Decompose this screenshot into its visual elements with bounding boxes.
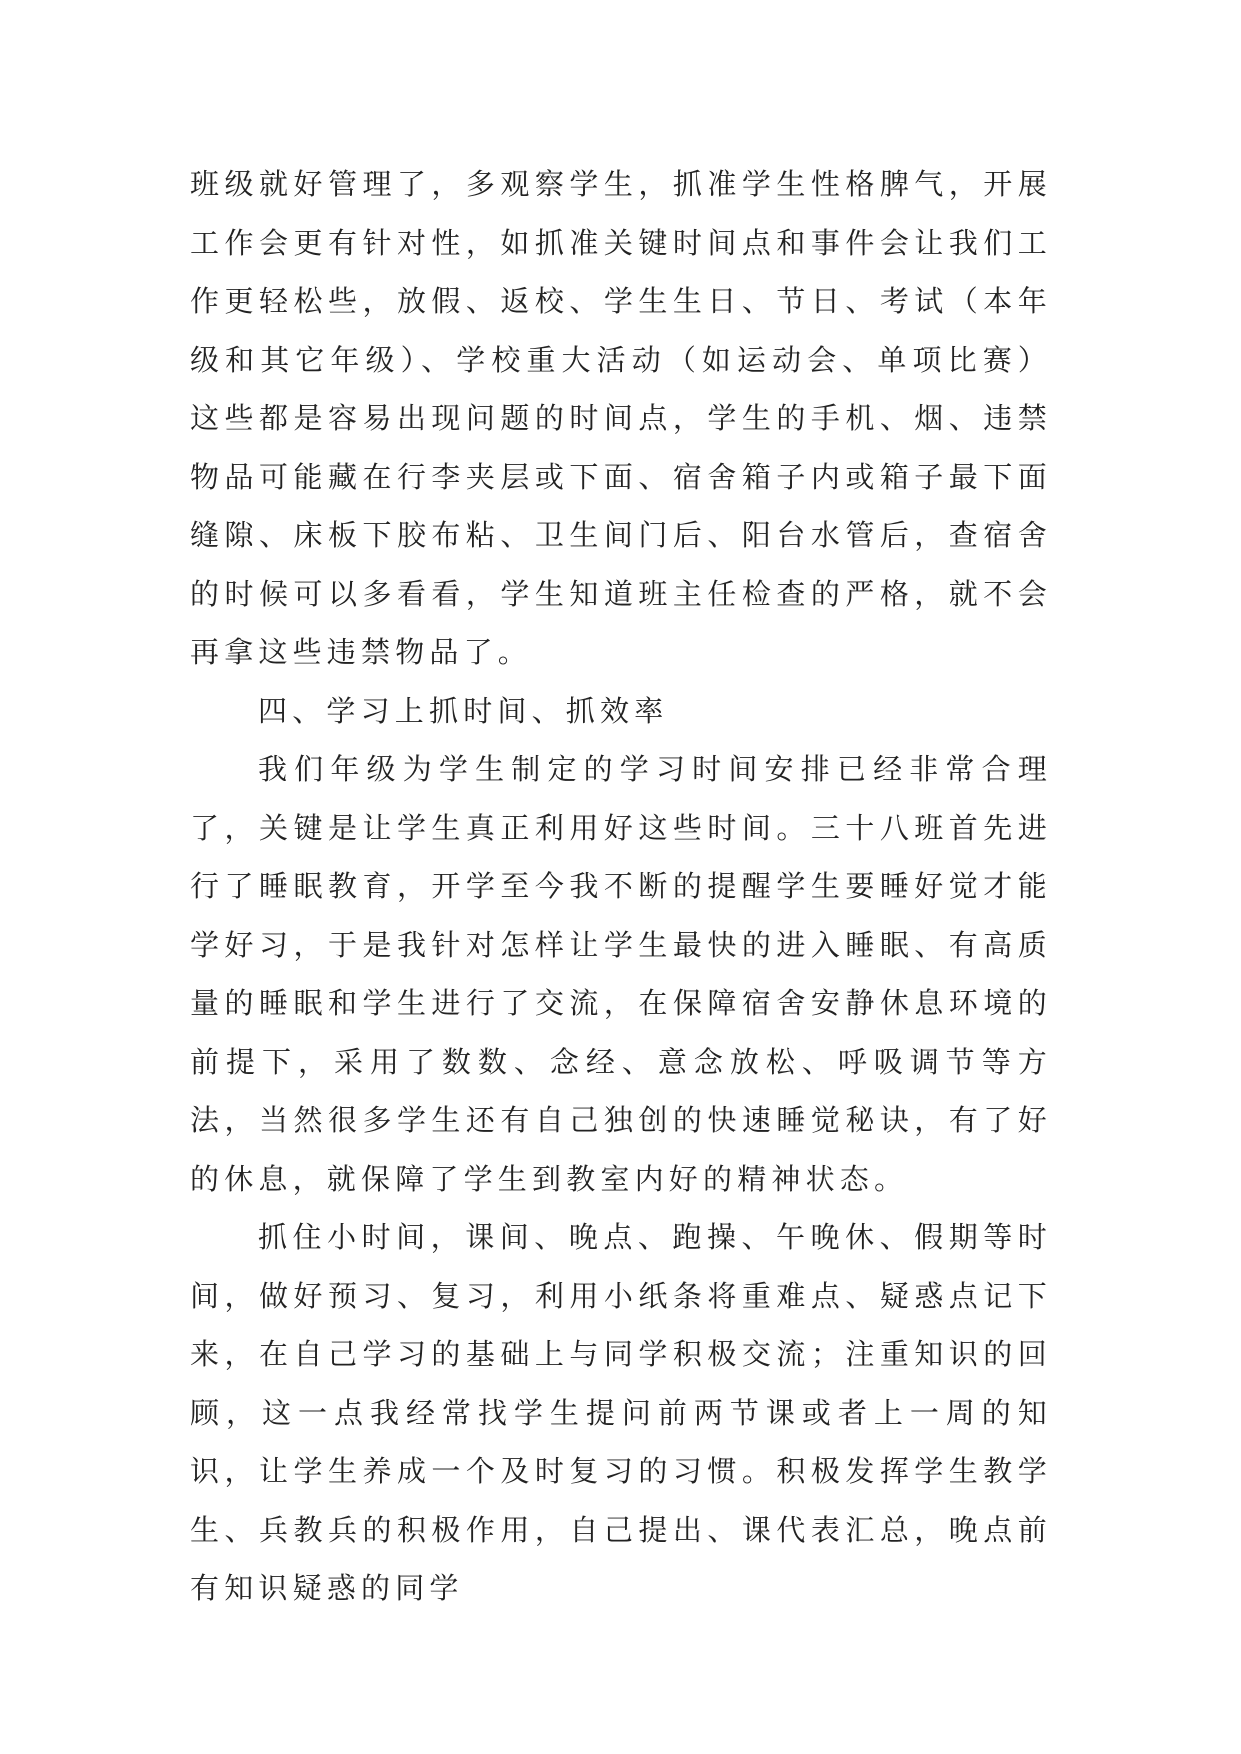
paragraph-sleep-education: 我们年级为学生制定的学习时间安排已经非常合理了，关键是让学生真正利用好这些时间。三十八班首先进行了睡眠教育，开学至今我不断的提醒学生要睡好觉才能学好习，于是我针对怎样让学生最快的进入睡眠、有高质量的睡眠和学生进行了交流，在保障宿舍安静休息环境的前提下，采用了数数、念经、意念放松、呼吸调节等方法，当然很多学生还有自己独创的快速睡觉秘诀，有了好的休息，就保障了学生到教室内好的精神状态。 <box>190 752 1052 1196</box>
document-body <box>190 155 1052 1618</box>
paragraph-use-small-time: 抓住小时间，课间、晚点、跑操、午晚休、假期等时间，做好预习、复习，利用小纸条将重难点、疑惑点记下来，在自己学习的基础上与同学积极交流；注重知识的回顾，这一点我经常找学生提问前两节课或者上一周的知识，让学生养成一个及时复习的习惯。积极发挥学生教学生、兵教兵的积极作用，自己提出、课代表汇总，晚点前有知识疑惑的同学 <box>190 1220 1052 1605</box>
section-heading: 四、学习上抓时间、抓效率 <box>258 693 669 728</box>
paragraph-continuation: 班级就好管理了，多观察学生，抓准学生性格脾气，开展工作会更有针对性，如抓准关键时间点和事件会让我们工作更轻松些，放假、返校、学生生日、节日、考试（本年级和其它年级）、学校重大活动（如运动会、单项比赛）这些都是容易出现问题的时间点，学生的手机、烟、违禁物品可能藏在行李夹层或下面、宿舍箱子内或箱子最下面缝隙、床板下胶布粘、卫生间门后、阳台水管后，查宿舍的时候可以多看看，学生知道班主任检查的严格，就不会再拿这些违禁物品了。 <box>190 167 1052 669</box>
